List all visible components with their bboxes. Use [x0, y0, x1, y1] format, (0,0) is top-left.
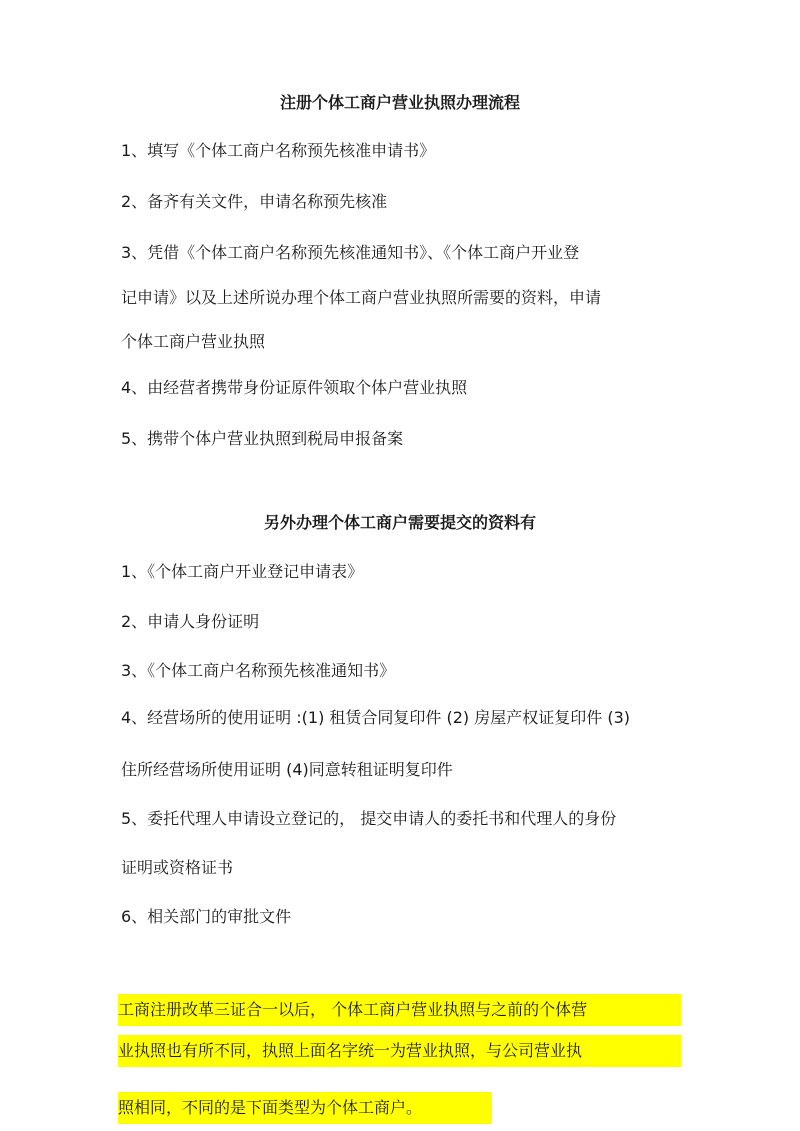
section1-line-4: 记申请》以及上述所说办理个体工商户营业执照所需要的资料，申请 — [121, 288, 602, 307]
section2-line-1: 1、《个体工商户开业登记申请表》 — [121, 562, 364, 581]
section2-line-2: 2、申请人身份证明 — [121, 612, 260, 631]
section1-title: 注册个体工商户营业执照办理流程 — [279, 93, 520, 112]
section2-line-3: 3、《个体工商户名称预先核准通知书》 — [121, 661, 396, 680]
section1-line-3: 3、凭借《个体工商户名称预先核准通知书》、《个体工商户开业登 — [121, 243, 580, 262]
section1-line-7: 5、携带个体户营业执照到税局申报备案 — [121, 429, 404, 448]
section1-line-5: 个体工商户营业执照 — [121, 332, 266, 351]
highlighted-note-line-2: 业执照也有所不同，执照上面名字统一为营业执照，与公司营业执 — [118, 1035, 681, 1067]
section1-line-1: 1、填写《个体工商户名称预先核准申请书》 — [121, 141, 436, 160]
section2-line-5: 住所经营场所使用证明 (4)同意转租证明复印件 — [121, 760, 453, 779]
section1-line-2: 2、备齐有关文件，申请名称预先核准 — [121, 192, 388, 211]
section2-title: 另外办理个体工商户需要提交的资料有 — [263, 513, 536, 532]
section2-line-4: 4、经营场所的使用证明 :(1) 租赁合同复印件 (2) 房屋产权证复印件 (3) — [121, 708, 630, 727]
highlighted-note-line-1: 工商注册改革三证合一以后， 个体工商户营业执照与之前的个体营 — [118, 994, 681, 1026]
highlighted-note-line-3: 照相同，不同的是下面类型为个体工商户。 — [118, 1092, 492, 1124]
section2-line-8: 6、相关部门的审批文件 — [121, 907, 292, 926]
section2-line-6: 5、委托代理人申请设立登记的， 提交申请人的委托书和代理人的身份 — [121, 809, 617, 828]
section2-line-7: 证明或资格证书 — [121, 858, 234, 877]
section1-line-6: 4、由经营者携带身份证原件领取个体户营业执照 — [121, 378, 468, 397]
